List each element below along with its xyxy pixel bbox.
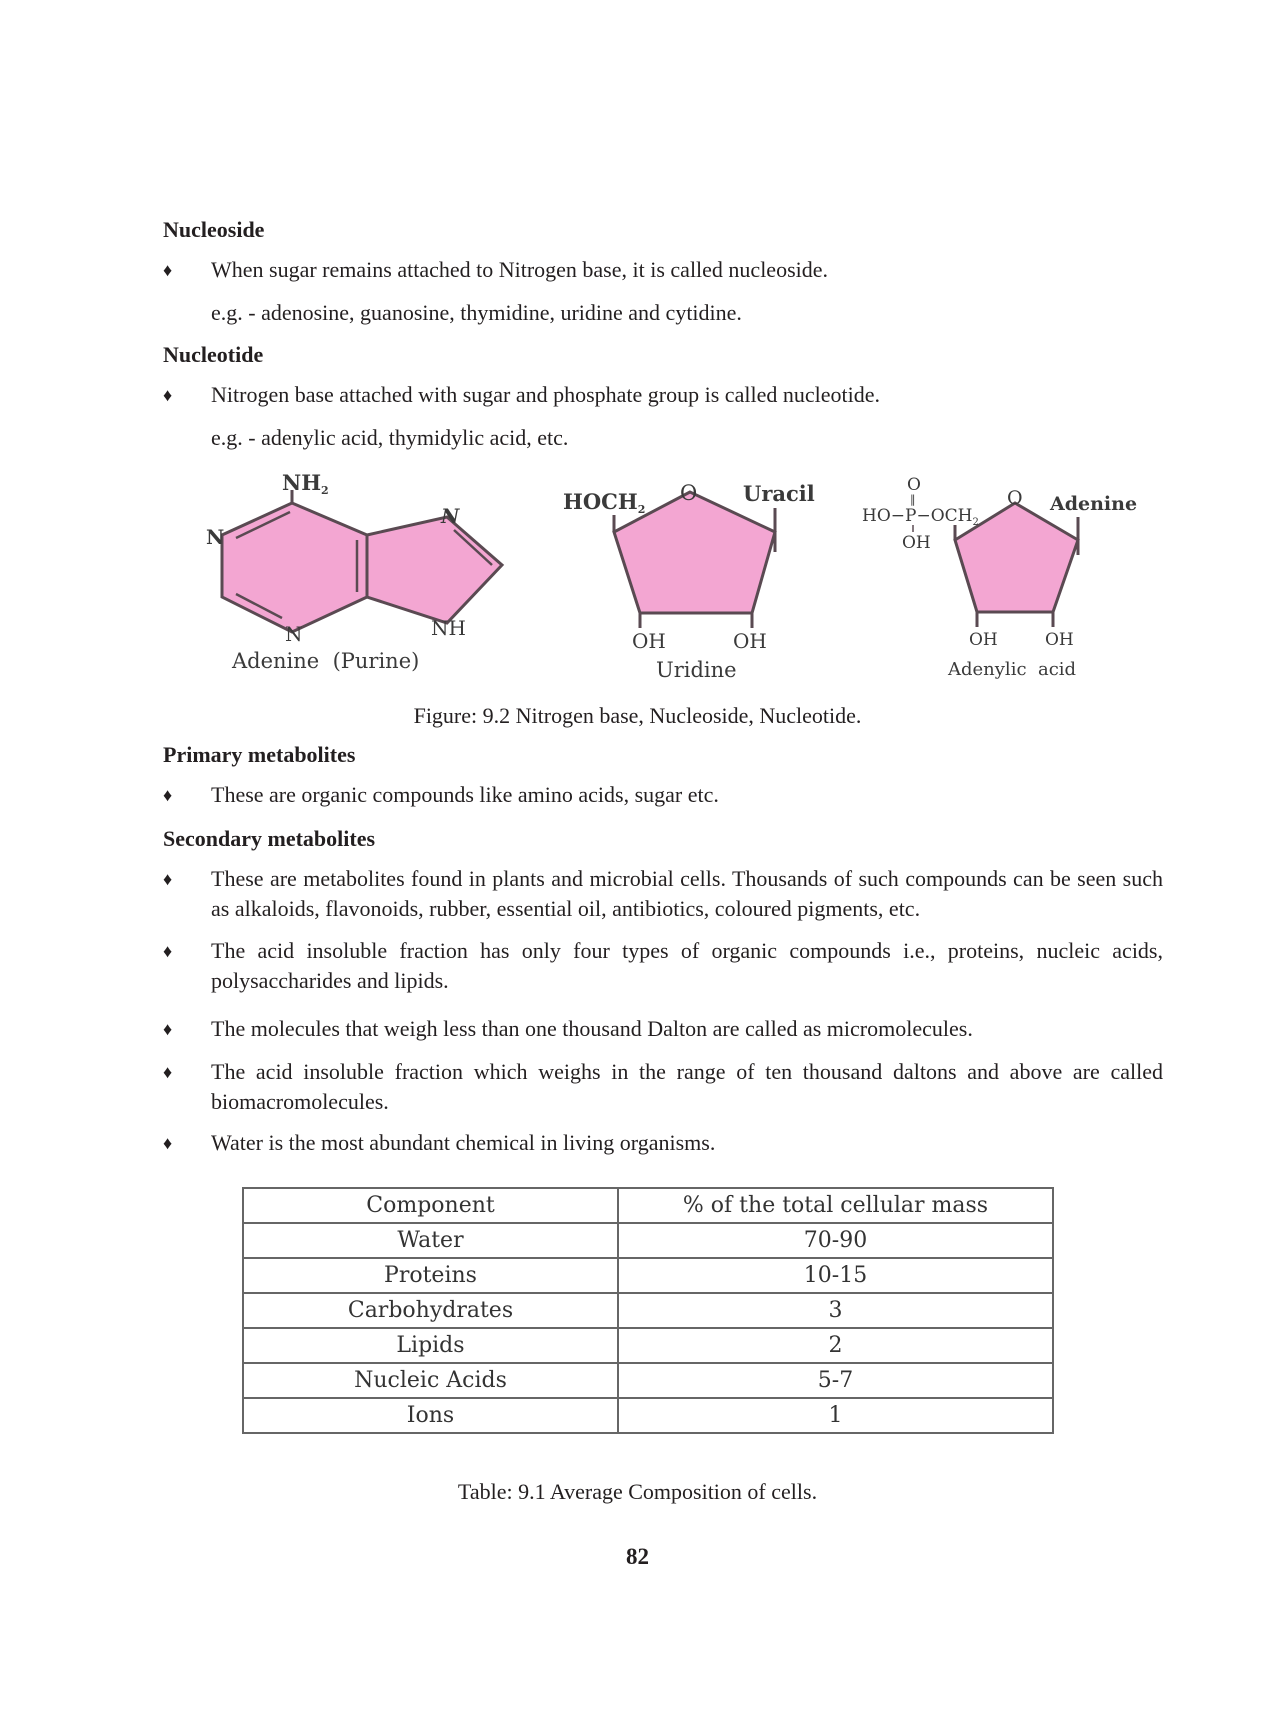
- bullet-text: Water is the most abundant chemical in living organisms.: [211, 1130, 716, 1155]
- adenylic-oh-right: OH: [1045, 630, 1074, 650]
- diamond-bullet-icon: ♦: [163, 385, 173, 405]
- bullet-text: These are organic compounds like amino acids, sugar etc.: [211, 782, 719, 807]
- bullet-text: The acid insoluble fraction has only four types of organic compounds i.e., proteins, nucleic acids, polysaccharides and lipids.: [211, 938, 1163, 993]
- bullet-text: When sugar remains attached to Nitrogen base, it is called nucleoside.: [211, 257, 829, 282]
- adenine-structure: [206, 470, 502, 673]
- column-header-component: Component: [243, 1188, 618, 1223]
- adenine-nh: NH: [431, 616, 466, 640]
- bullet-item: [163, 1128, 1163, 1158]
- phosphate-double-bond: ‖: [910, 493, 916, 506]
- cell-component: Water: [243, 1223, 618, 1258]
- uridine-oh-left: OH: [632, 629, 666, 653]
- diamond-bullet-icon: ♦: [163, 869, 173, 889]
- cell-percent: 70-90: [618, 1223, 1053, 1258]
- phosphate-oh: OH: [902, 533, 931, 553]
- cell-component: Nucleic Acids: [243, 1363, 618, 1398]
- heading-nucleoside: Nucleoside: [163, 217, 265, 242]
- cell-component: Lipids: [243, 1328, 618, 1363]
- bullet-item: [163, 936, 1163, 996]
- table-row: [243, 1223, 1053, 1258]
- bullet-item: [163, 864, 1163, 924]
- diamond-bullet-icon: ♦: [163, 260, 173, 280]
- diamond-bullet-icon: ♦: [163, 941, 173, 961]
- uridine-hoch2: HOCH2: [563, 489, 646, 516]
- example-nucleoside: e.g. - adenosine, guanosine, thymidine, uridine and cytidine.: [211, 300, 742, 325]
- uridine-structure: [563, 481, 815, 682]
- cell-percent: 10-15: [618, 1258, 1053, 1293]
- adenine-nh2: NH2: [282, 470, 329, 497]
- uridine-ring-oxygen: O: [680, 481, 698, 505]
- uridine-base-uracil: Uracil: [743, 481, 815, 506]
- table-row: [243, 1293, 1053, 1328]
- cell-component: Ions: [243, 1398, 618, 1433]
- figure-caption: Figure: 9.2 Nitrogen base, Nucleoside, Nucleotide.: [413, 703, 862, 728]
- adenylic-oh-left: OH: [969, 630, 998, 650]
- cell-percent: 1: [618, 1398, 1053, 1433]
- adenine-n-bottom: N: [285, 622, 303, 646]
- bullet-text: Nitrogen base attached with sugar and phosphate group is called nucleotide.: [211, 382, 880, 407]
- bullet-item: [163, 255, 1163, 285]
- uridine-label: Uridine: [656, 658, 737, 682]
- uridine-oh-right: OH: [733, 629, 767, 653]
- column-header-percent-mass: % of the total cellular mass: [618, 1188, 1053, 1223]
- table-row: [243, 1398, 1053, 1433]
- bullet-item: [163, 1057, 1163, 1117]
- table-row: [243, 1363, 1053, 1398]
- cell-percent: 2: [618, 1328, 1053, 1363]
- heading-secondary-metabolites: Secondary metabolites: [163, 826, 376, 851]
- example-nucleotide: e.g. - adenylic acid, thymidylic acid, etc.: [211, 425, 569, 450]
- page-number: 82: [626, 1544, 649, 1569]
- heading-primary-metabolites: Primary metabolites: [163, 742, 356, 767]
- bullet-text: The acid insoluble fraction which weighs in the range of ten thousand daltons and above are called biomacromolecules.: [211, 1059, 1163, 1114]
- bullet-text: These are metabolites found in plants and microbial cells. Thousands of such compounds can be seen such as alkaloids, flavonoids, rubber, essential oil, antibiotics, coloured pigments, etc.: [211, 866, 1163, 921]
- adenylic-acid-structure: [862, 475, 1137, 680]
- diamond-bullet-icon: ♦: [163, 1019, 173, 1039]
- bullet-item: [163, 1014, 1163, 1044]
- bullet-item: [163, 380, 1163, 410]
- diamond-bullet-icon: ♦: [163, 785, 173, 805]
- table-caption: Table: 9.1 Average Composition of cells.: [457, 1479, 818, 1504]
- table-row: [243, 1258, 1053, 1293]
- bullet-text: The molecules that weigh less than one thousand Dalton are called as micromolecules.: [211, 1016, 973, 1041]
- adenine-label: Adenine (Purine): [232, 649, 420, 673]
- cell-component: Proteins: [243, 1258, 618, 1293]
- phosphate-group: $HO-P-OCH_2$: [862, 506, 979, 528]
- adenine-n-top: N: [441, 504, 460, 528]
- table-row: [243, 1328, 1053, 1363]
- adenylic-acid-label: Adenylic acid: [948, 659, 1077, 680]
- cell-component: Carbohydrates: [243, 1293, 618, 1328]
- adenylic-base-adenine: Adenine: [1050, 493, 1138, 515]
- diamond-bullet-icon: ♦: [163, 1133, 173, 1153]
- figure-nucleotide-structures: [190, 468, 1150, 688]
- heading-nucleotide: Nucleotide: [163, 342, 264, 367]
- composition-table: [242, 1187, 1054, 1434]
- bullet-item: [163, 780, 1163, 810]
- diamond-bullet-icon: ♦: [163, 1062, 173, 1082]
- phosphate-oxygen: O: [907, 475, 921, 495]
- table-header-row: [243, 1188, 1053, 1223]
- adenine-n-left: N: [206, 525, 225, 549]
- cell-percent: 5-7: [618, 1363, 1053, 1398]
- adenylic-ring-oxygen: O: [1007, 487, 1023, 509]
- cell-percent: 3: [618, 1293, 1053, 1328]
